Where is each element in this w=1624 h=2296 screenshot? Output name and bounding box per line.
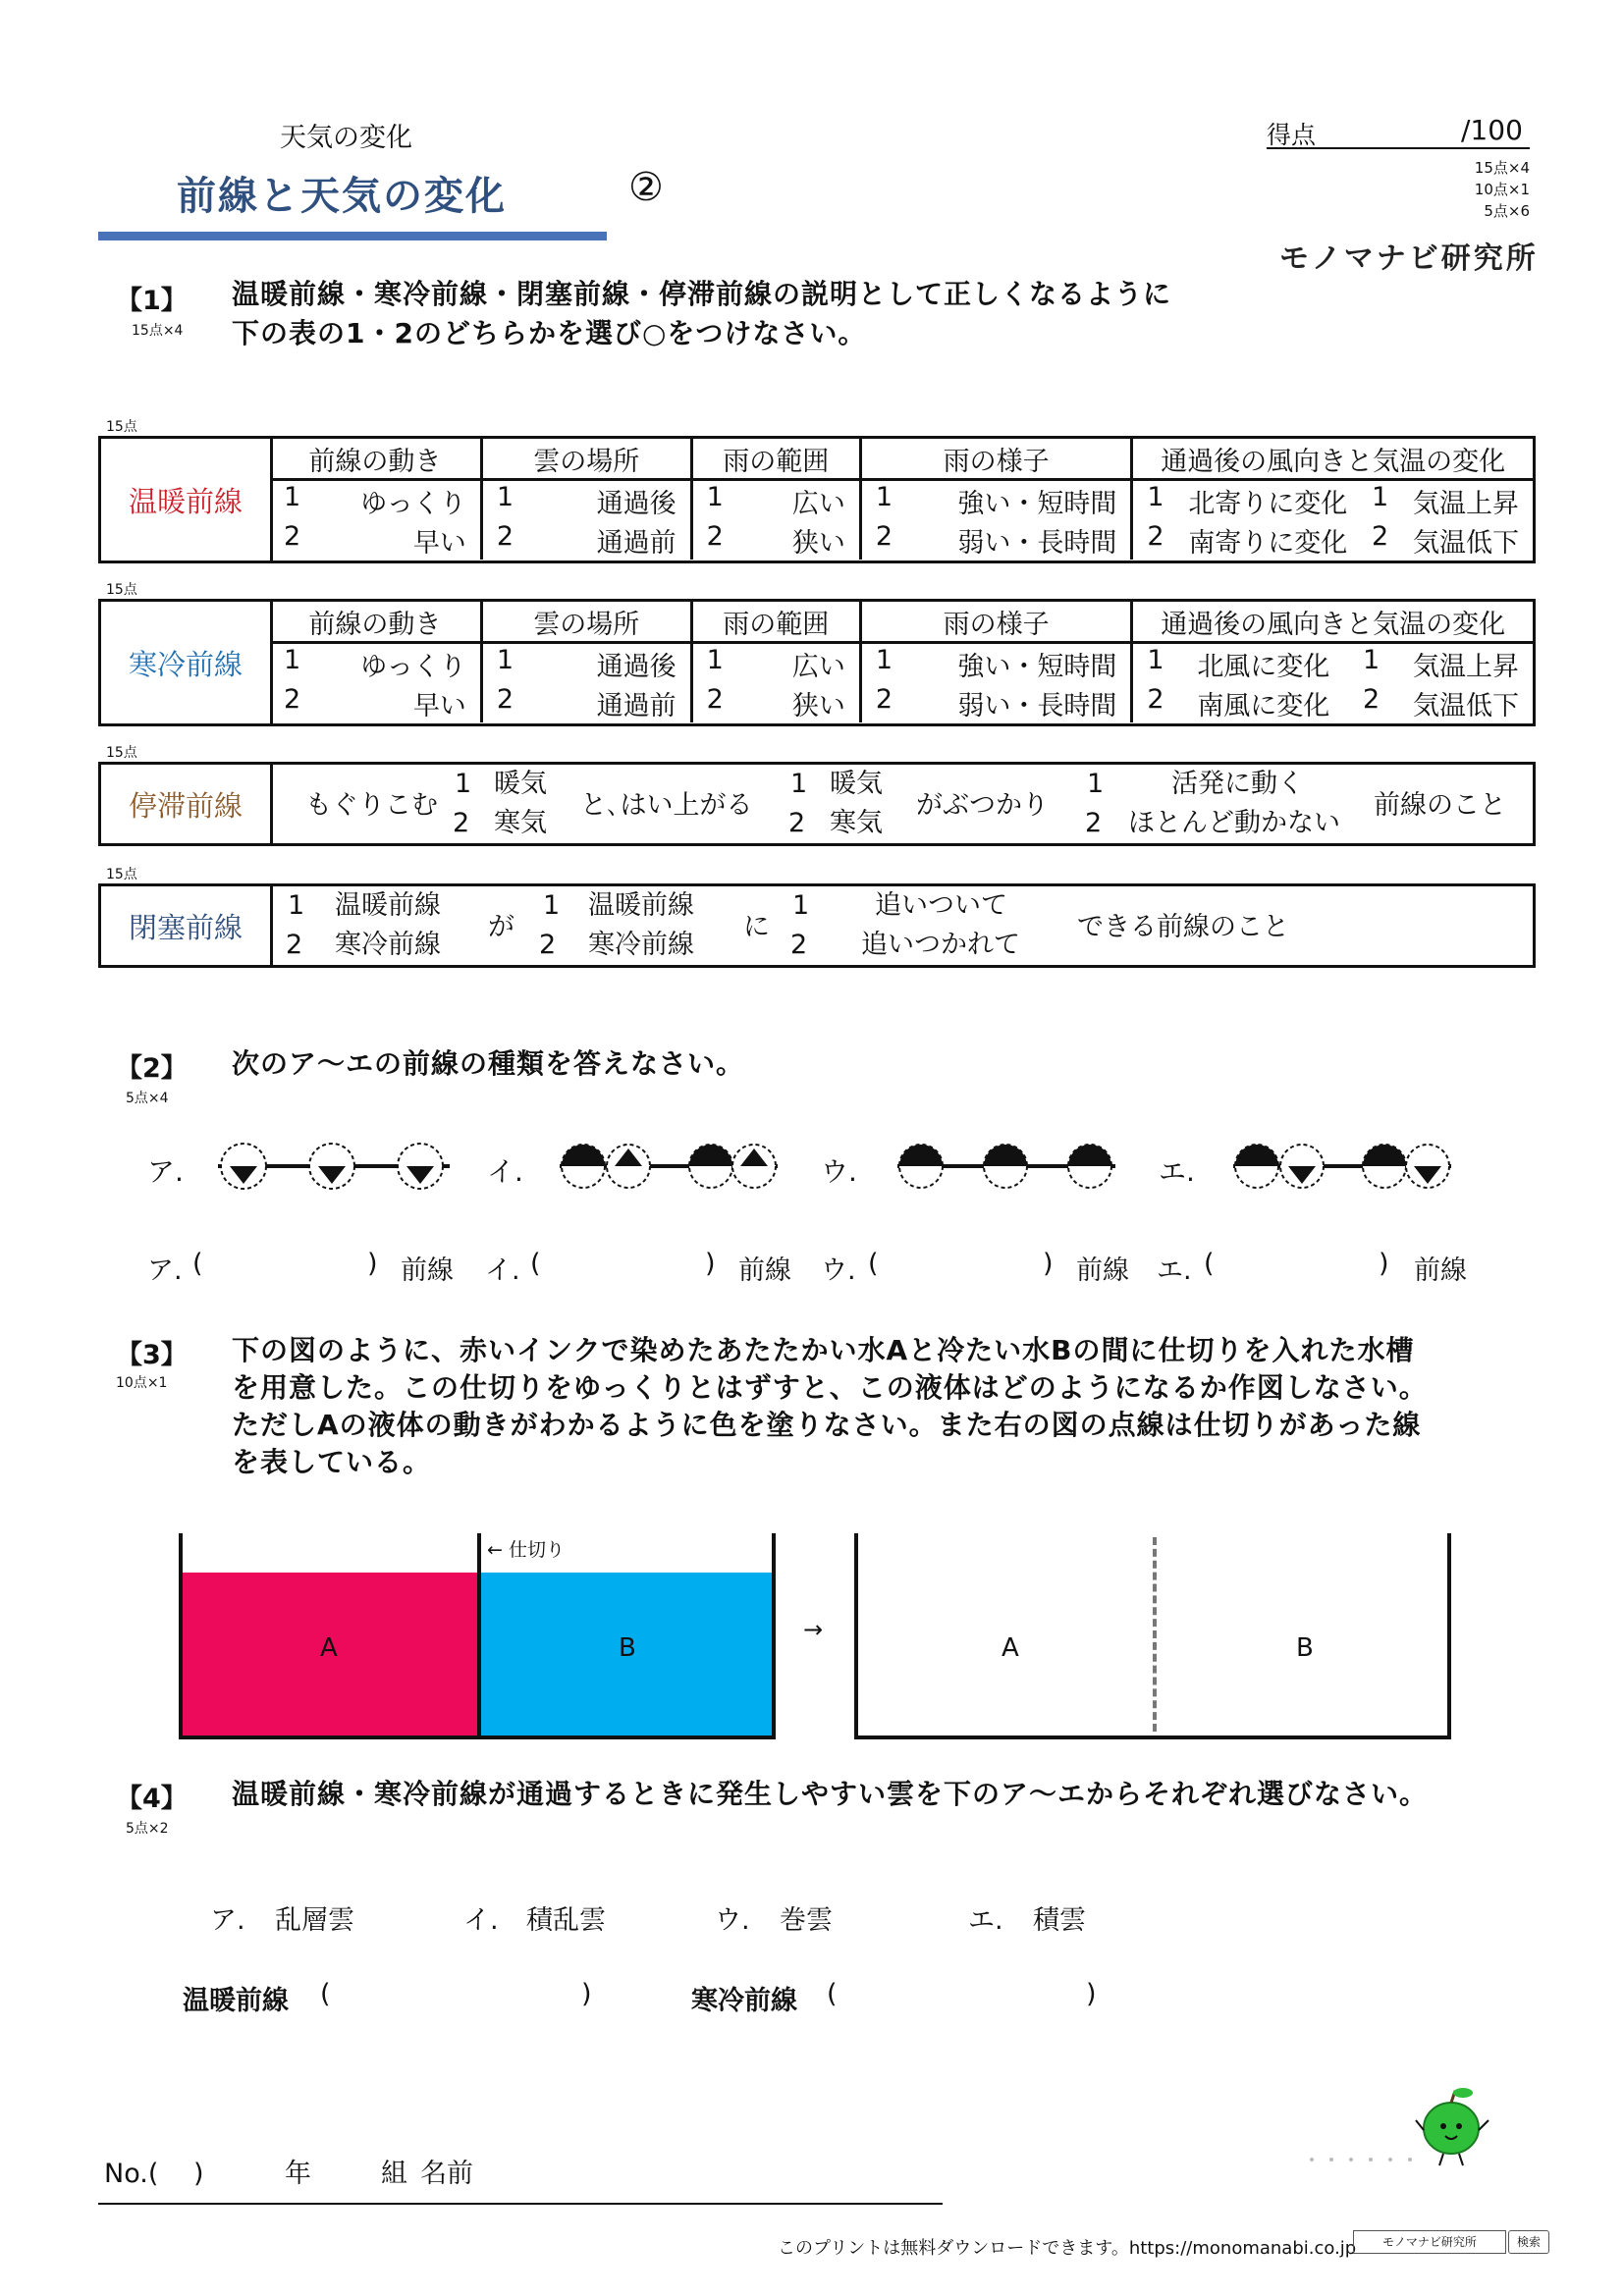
front-e-symbol	[1231, 1139, 1453, 1194]
q3-points: 10点×1	[116, 1375, 168, 1391]
header-wind-temp: 通過後の風向きと気温の変化	[1132, 602, 1533, 643]
search-box[interactable]: モノマナビ研究所	[1353, 2230, 1506, 2254]
answer-u-blank[interactable]	[888, 1247, 1035, 1282]
answer-i-label: イ.	[485, 1255, 520, 1286]
tank-initial	[179, 1533, 776, 1739]
cold-answer-blank[interactable]	[846, 1977, 1082, 2012]
option-num: 1	[706, 481, 724, 512]
answer-i-close: )	[705, 1249, 716, 1279]
page-title: 前線と天気の変化	[177, 174, 507, 219]
answer-i-blank[interactable]	[550, 1247, 697, 1282]
option-text[interactable]: 気温低下	[1412, 527, 1519, 559]
option-text[interactable]: 南寄りに変化	[1188, 527, 1348, 559]
header-rain-range: 雨の範囲	[691, 439, 860, 480]
option-num: 1	[1372, 481, 1389, 512]
option-num: 2	[1085, 808, 1103, 838]
option-text[interactable]: 活発に動く	[1171, 769, 1304, 799]
option-text[interactable]: 寒冷前線	[588, 930, 694, 960]
q3-text-line2: を用意した。この仕切りをゆっくりとはずすと、この液体はどのようになるか作図しなさい。	[232, 1371, 1428, 1404]
answer-u-close: )	[1043, 1249, 1054, 1279]
option-text[interactable]: 通過前	[596, 527, 677, 559]
option-num: 2	[875, 683, 893, 715]
option-num: 2	[539, 930, 557, 960]
choice-a-key: ア.	[210, 1905, 245, 1936]
stationary-front-box	[98, 762, 1536, 846]
option-text[interactable]: 追いつかれて	[861, 930, 1020, 960]
apple-mascot-icon	[1306, 2081, 1502, 2169]
option-num: 1	[543, 890, 561, 921]
answer-e-suffix: 前線	[1414, 1255, 1467, 1286]
header-cloud-place: 雲の場所	[481, 439, 691, 480]
option-text[interactable]: 通過後	[596, 651, 677, 682]
choice-e-value: 積雲	[1033, 1905, 1086, 1936]
header-rain-type: 雨の様子	[860, 439, 1132, 480]
option-num: 1	[1363, 644, 1380, 675]
option-text[interactable]: 通過前	[596, 690, 677, 721]
option-text[interactable]: ゆっくり	[360, 651, 466, 682]
option-num: 2	[706, 520, 724, 552]
option-text[interactable]: 追いついて	[875, 890, 1007, 921]
q1-number: 【1】	[116, 286, 188, 316]
label-b: B	[619, 1633, 636, 1663]
title-underline	[98, 232, 607, 240]
option-num: 2	[1363, 683, 1380, 715]
option-text[interactable]: 広い	[791, 488, 845, 519]
occluded-box-points: 15点	[106, 867, 137, 882]
cold-front-options	[270, 602, 1533, 722]
warm-front-options	[270, 439, 1533, 560]
q2-text: 次のア～エの前線の種類を答えなさい。	[232, 1047, 745, 1080]
option-text[interactable]: 広い	[791, 651, 845, 682]
search-button[interactable]: 検索	[1508, 2230, 1549, 2254]
stationary-text-2: と､はい上がる	[580, 790, 753, 821]
answer-u-label: ウ.	[821, 1255, 856, 1286]
option-num: 2	[706, 683, 724, 715]
header-cloud-place: 雲の場所	[481, 602, 691, 643]
choice-i-value: 積乱雲	[526, 1905, 606, 1936]
brand-logo: モノマナビ研究所	[1279, 241, 1539, 276]
option-num: 2	[790, 930, 808, 960]
option-text[interactable]: 南風に変化	[1197, 690, 1330, 721]
option-num: 1	[1147, 481, 1164, 512]
option-text[interactable]: 弱い・長時間	[957, 527, 1117, 559]
choice-u-value: 巻雲	[780, 1905, 833, 1936]
q1-text-line2: 下の表の1・2のどちらかを選び○をつけなさい。	[232, 317, 867, 349]
option-num: 1	[1087, 769, 1105, 799]
cold-answer-close: )	[1086, 1979, 1097, 2009]
answer-u-open: (	[868, 1249, 879, 1279]
option-num: 1	[790, 769, 808, 799]
option-num: 2	[1372, 520, 1389, 552]
option-num: 1	[706, 644, 724, 675]
answer-e-close: )	[1379, 1249, 1389, 1279]
q1-text-line1: 温暖前線・寒冷前線・閉塞前線・停滞前線の説明として正しくなるように	[232, 278, 1172, 310]
option-text[interactable]: 弱い・長時間	[957, 690, 1117, 721]
option-num: 1	[455, 769, 472, 799]
option-num: 2	[496, 683, 514, 715]
warm-answer-open: (	[320, 1979, 331, 2009]
option-text[interactable]: 温暖前線	[588, 890, 694, 921]
option-num: 2	[286, 930, 303, 960]
q2-points: 5点×4	[126, 1091, 169, 1106]
answer-a-suffix: 前線	[401, 1255, 454, 1286]
cold-answer-open: (	[827, 1979, 838, 2009]
footer-no: No.( )	[104, 2159, 204, 2189]
answer-a-close: )	[367, 1249, 378, 1279]
score-label: 得点	[1267, 121, 1317, 149]
option-text[interactable]: 狭い	[791, 690, 845, 721]
footer-note: このプリントは無料ダウンロードできます。https://monomanabi.co.jp	[778, 2238, 1357, 2259]
option-text[interactable]: 寒気	[494, 808, 547, 838]
answer-u-suffix: 前線	[1076, 1255, 1129, 1286]
occluded-front-box	[98, 883, 1536, 968]
q2-number: 【2】	[116, 1053, 188, 1084]
option-num: 2	[875, 520, 893, 552]
point-allocation-2: 10点×1	[1474, 181, 1530, 198]
stationary-front-label: 停滞前線	[101, 765, 273, 843]
score-max: /100	[1461, 114, 1523, 146]
stationary-box-points: 15点	[106, 745, 137, 761]
arrow-icon: →	[803, 1616, 824, 1643]
label-a-answer: A	[1001, 1633, 1019, 1663]
front-u-symbol	[895, 1139, 1117, 1194]
occluded-text-1: が	[488, 912, 514, 942]
cold-front-label: 寒冷前線	[101, 602, 273, 723]
score-line	[1267, 147, 1530, 149]
footer-class: 組	[381, 2159, 407, 2189]
front-a-label: ア.	[147, 1155, 184, 1188]
option-num: 2	[284, 520, 301, 552]
warm-answer-label: 温暖前線	[183, 1986, 289, 2016]
front-a-symbol	[216, 1139, 452, 1194]
option-text[interactable]: ほとんど動かない	[1128, 808, 1340, 838]
subject-label: 天気の変化	[280, 123, 412, 153]
point-allocation-1: 15点×4	[1474, 159, 1530, 177]
option-num: 1	[288, 890, 305, 921]
stationary-text-3: がぶつかり	[916, 790, 1049, 821]
header-movement: 前線の動き	[270, 439, 481, 480]
option-num: 2	[1147, 520, 1164, 552]
option-text[interactable]: 気温低下	[1412, 690, 1519, 721]
option-num: 2	[1147, 683, 1164, 715]
header-rain-range: 雨の範囲	[691, 602, 860, 643]
option-num: 1	[496, 644, 514, 675]
choice-a-value: 乱層雲	[275, 1905, 354, 1936]
occluded-text-3: できる前線のこと	[1077, 912, 1289, 942]
option-text[interactable]: 北風に変化	[1197, 651, 1330, 682]
warm-answer-close: )	[581, 1979, 592, 2009]
option-text[interactable]: 気温上昇	[1412, 651, 1519, 682]
answer-a-label: ア.	[147, 1255, 183, 1286]
answer-i-suffix: 前線	[738, 1255, 791, 1286]
header-wind-temp: 通過後の風向きと気温の変化	[1132, 439, 1533, 480]
warm-front-table	[98, 436, 1536, 563]
choice-u-key: ウ.	[715, 1905, 750, 1936]
warm-box-points: 15点	[106, 419, 137, 435]
stationary-text-1: もぐりこむ	[305, 790, 438, 821]
choice-e-key: エ.	[968, 1905, 1003, 1936]
answer-e-open: (	[1204, 1249, 1215, 1279]
front-e-label: エ.	[1159, 1155, 1195, 1188]
point-allocation-3: 5点×6	[1484, 202, 1530, 220]
q4-text: 温暖前線・寒冷前線が通過するときに発生しやすい雲を下のア～エからそれぞれ選びなさい。	[232, 1778, 1429, 1810]
q4-points: 5点×2	[126, 1821, 169, 1837]
choice-i-key: イ.	[463, 1905, 499, 1936]
option-num: 2	[453, 808, 470, 838]
option-text[interactable]: 寒気	[830, 808, 883, 838]
q3-text-line4: を表している。	[232, 1446, 432, 1478]
front-i-label: イ.	[487, 1155, 523, 1188]
answer-a-open: (	[192, 1249, 203, 1279]
front-u-label: ウ.	[821, 1155, 857, 1188]
option-text[interactable]: 通過後	[596, 488, 677, 519]
q4-number: 【4】	[116, 1784, 188, 1814]
name-field[interactable]	[471, 2150, 923, 2189]
option-text[interactable]: 早い	[412, 527, 466, 559]
tank-answer[interactable]	[854, 1533, 1451, 1739]
q3-text-line1: 下の図のように、赤いインクで染めたあたたかい水Aと冷たい水Bの間に仕切りを入れた水槽	[232, 1334, 1415, 1366]
option-text[interactable]: 北寄りに変化	[1188, 488, 1348, 519]
option-num: 1	[875, 481, 893, 512]
q1-points: 15点×4	[132, 323, 184, 339]
answer-i-open: (	[530, 1249, 541, 1279]
option-text[interactable]: 強い・短時間	[957, 488, 1117, 519]
partition	[477, 1533, 481, 1735]
option-num: 2	[496, 520, 514, 552]
option-text[interactable]: 強い・短時間	[957, 651, 1117, 682]
partition-dashed-line	[1153, 1537, 1157, 1732]
footer-year: 年	[285, 2159, 311, 2189]
option-text[interactable]: 暖気	[494, 769, 547, 799]
option-num: 1	[284, 644, 301, 675]
footer-line	[98, 2203, 943, 2205]
stationary-text-4: 前線のこと	[1374, 790, 1506, 821]
cold-box-points: 15点	[106, 582, 137, 598]
header-movement: 前線の動き	[270, 602, 481, 643]
option-num: 1	[1147, 644, 1164, 675]
option-text[interactable]: 早い	[412, 690, 466, 721]
partition-label: ← 仕切り	[487, 1539, 565, 1561]
answer-a-blank[interactable]	[211, 1247, 358, 1282]
cold-answer-label: 寒冷前線	[691, 1986, 797, 2016]
front-i-symbol	[558, 1139, 780, 1194]
cold-front-table	[98, 599, 1536, 726]
footer-name: 名前	[420, 2159, 473, 2189]
option-text[interactable]: 温暖前線	[335, 890, 441, 921]
warm-front-label: 温暖前線	[101, 439, 273, 561]
label-b-answer: B	[1296, 1633, 1314, 1663]
option-num: 1	[496, 481, 514, 512]
option-num: 1	[792, 890, 810, 921]
q3-text-line3: ただしAの液体の動きがわかるように色を塗りなさい。また右の図の点線は仕切りがあった線	[232, 1409, 1422, 1441]
option-text[interactable]: ゆっくり	[360, 488, 466, 519]
option-text[interactable]: 狭い	[791, 527, 845, 559]
warm-answer-blank[interactable]	[340, 1977, 575, 2012]
label-a: A	[320, 1633, 338, 1663]
occluded-front-label: 閉塞前線	[101, 886, 273, 965]
option-num: 1	[284, 481, 301, 512]
occluded-text-2: に	[743, 912, 770, 942]
header-rain-type: 雨の様子	[860, 602, 1132, 643]
answer-e-label: エ.	[1157, 1255, 1192, 1286]
page-title-number: ②	[628, 165, 664, 210]
option-num: 1	[875, 644, 893, 675]
option-text[interactable]: 暖気	[830, 769, 883, 799]
option-text[interactable]: 気温上昇	[1412, 488, 1519, 519]
answer-e-blank[interactable]	[1223, 1247, 1371, 1282]
option-num: 2	[284, 683, 301, 715]
q3-number: 【3】	[116, 1340, 188, 1370]
option-num: 2	[788, 808, 806, 838]
option-text[interactable]: 寒冷前線	[335, 930, 441, 960]
